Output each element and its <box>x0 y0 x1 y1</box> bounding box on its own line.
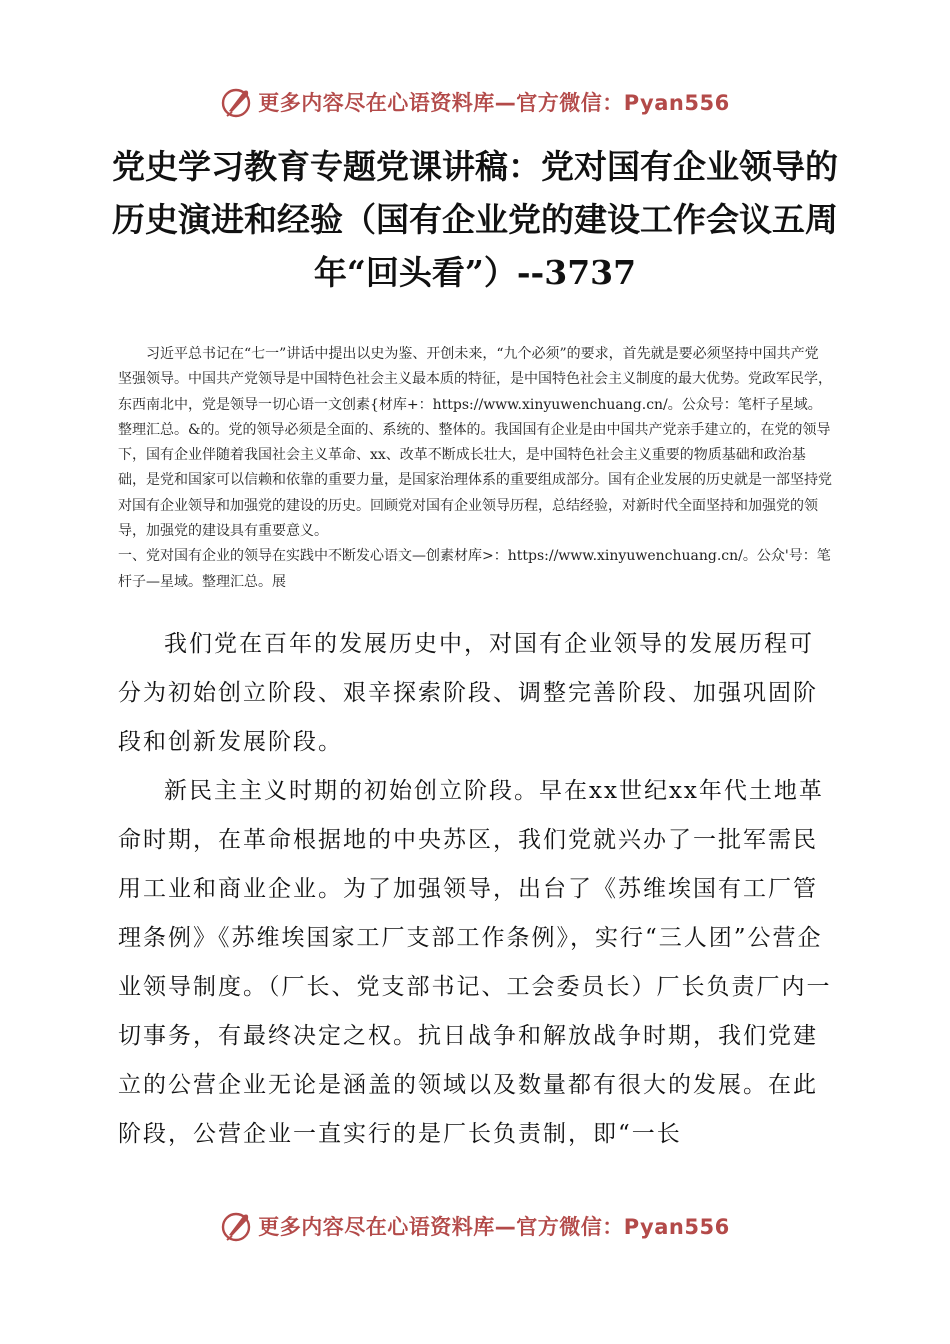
body-paragraph-2: 新民主主义时期的初始创立阶段。早在xx世纪xx年代土地革命时期，在革命根据地的中央苏区，我们党就兴办了一批军需民用工业和商业企业。为了加强领导，出台了《苏维埃国有工厂管理条例》《苏维埃国家工厂支部工作条例》，实行“三人团”公营企业领导制度。（厂长、党支部书记、工会委员长）厂长负责厂内一切事务，有最终决定之权。抗日战争和解放战争时期，我们党建立的公营企业无论是涵盖的领域以及数量都有很大的发展。在此阶段，公营企业一直实行的是厂长负责制，即“一长 <box>118 778 832 1147</box>
intro-paragraph-2: 一、党对国有企业的领导在实践中不断发心语文—创素材库>：https://www.xinyuwenchuang.cn/。公众'号：笔杆子—星域。整理汇总。展 <box>118 548 831 590</box>
intro-paragraph-1: 习近平总书记在“七一”讲话中提出以史为鉴、开创未来，“九个必须”的要求，首先就是要必须坚持中国共产党坚强领导。中国共产党领导是中国特色社会主义最本质的特征，是中国特色社会主义制度的最大优势。党政军民学，东西南北中，党是领导一切心语一文创素{材库+：https://www.xinyuwenchuang.cn/。公众号：笔杆子星域。整理汇总。&的。党的领导必须是全面的、系统的、整体的。我国国有企业是由中国共产党亲手建立的，在党的领导下，国有企业伴随着我国社会主义革命、xx、改革不断成长壮大，是中国特色社会主义重要的物质基础和政治基础，是党和国家可以信赖和依靠的重要力量，是国家治理体系的重要组成部分。国有企业发展的历史就是一部坚持党对国有企业领导和加强党的建设的历史。回顾党对国有企业领导历程，总结经验，对新时代全面坚持和加强党的领导，加强党的建设具有重要意义。 <box>118 346 832 540</box>
quill-pen-circle-icon <box>220 85 254 119</box>
intro-paragraph <box>118 342 832 595</box>
body-paragraph-1: 我们党在百年的发展历史中，对国有企业领导的发展历程可分为初始创立阶段、艰辛探索阶段、调整完善阶段、加强巩固阶段和创新发展阶段。 <box>118 631 818 755</box>
header-watermark-banner <box>0 82 950 122</box>
footer-watermark-banner <box>0 1206 950 1246</box>
quill-pen-circle-icon <box>220 1209 254 1243</box>
banner-text: 更多内容尽在心语资料库—官方微信：Pyan556 <box>258 91 730 115</box>
banner-text: 更多内容尽在心语资料库—官方微信：Pyan556 <box>258 1215 730 1239</box>
document-title: 党史学习教育专题党课讲稿：党对国有企业领导的历史演进和经验（国有企业党的建设工作会议五周年“回头看”）--3737 <box>112 147 838 292</box>
